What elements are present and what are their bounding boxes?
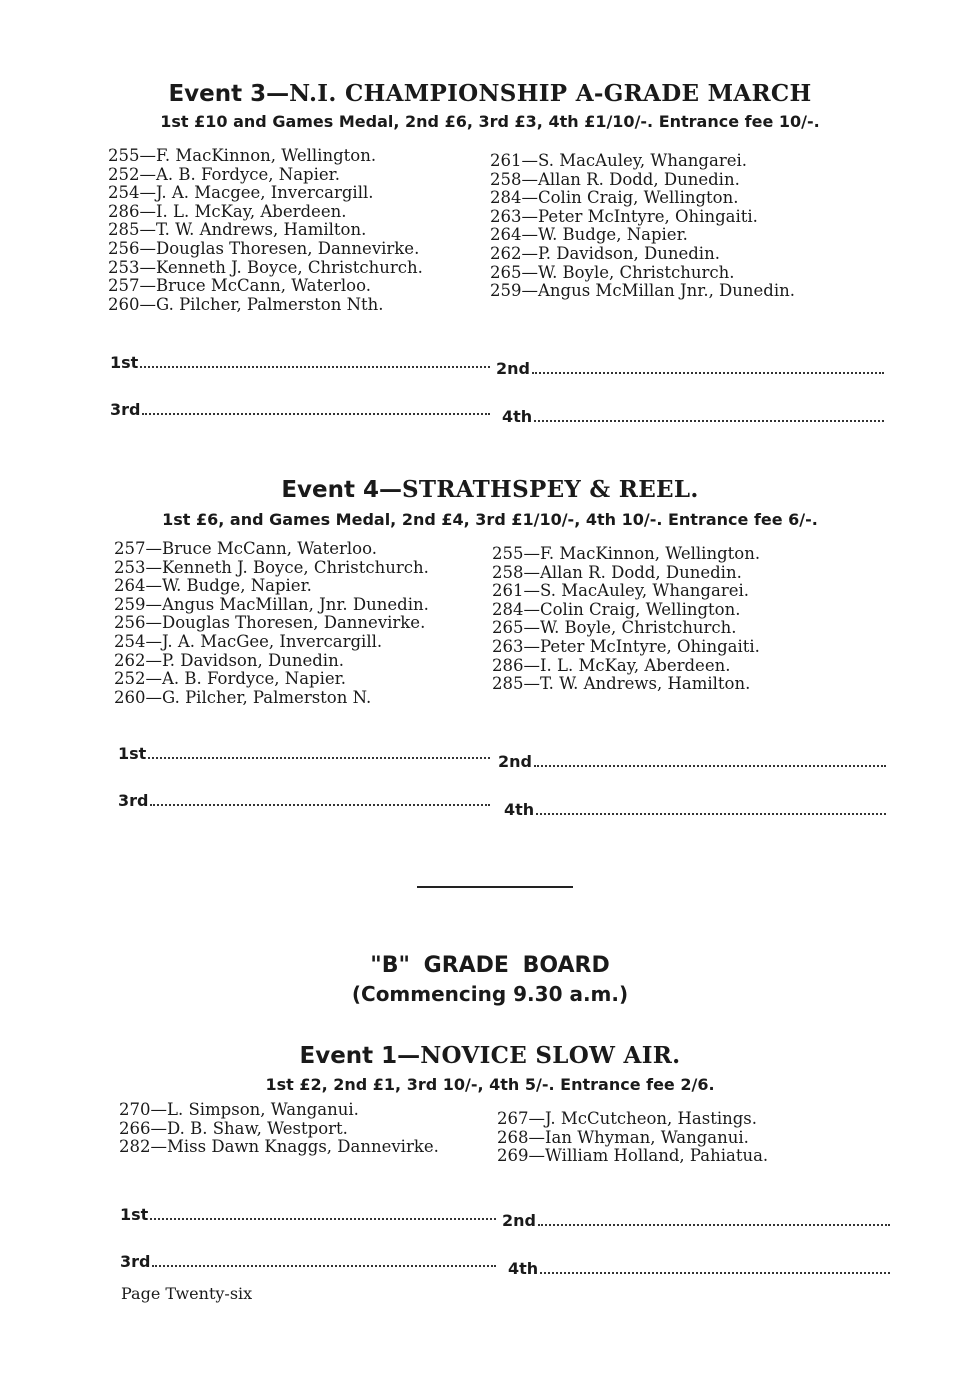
- entry: 253—Kenneth J. Boyce, Christchurch.: [108, 257, 423, 277]
- entry: 261—S. MacAuley, Whangarei.: [490, 151, 747, 170]
- entry: 285—T. W. Andrews, Hamilton.: [492, 674, 751, 694]
- entry: 256—Douglas Thoresen, Dannevirke.: [114, 613, 426, 633]
- entry: 262—P. Davidson, Dunedin.: [490, 243, 720, 263]
- event4-right-entries: [492, 545, 760, 694]
- fill-line: [140, 352, 490, 368]
- entry: 252—A. B. Fordyce, Napier.: [114, 669, 346, 689]
- entry: 259—Angus MacMillan, Jnr. Dunedin.: [114, 594, 429, 614]
- entry: 260—G. Pilcher, Palmerston N.: [114, 687, 372, 707]
- event1-title: [100, 1042, 880, 1069]
- place-label: 2nd: [496, 359, 530, 378]
- event3-prizes: 1st £10 and Games Medal, 2nd £6, 3rd £3, 4th £1/10/-. Entrance fee 10/-.: [160, 112, 820, 131]
- event4-fourth-place-line: [504, 799, 886, 819]
- fill-line: [534, 406, 884, 422]
- entry: 260—G. Pilcher, Palmerston Nth.: [108, 294, 384, 314]
- event4-left-entries: [114, 540, 429, 707]
- entry: 284—Colin Craig, Wellington.: [490, 188, 739, 208]
- event3-third-place-line: [110, 399, 490, 419]
- event3-second-place-line: [496, 358, 884, 378]
- entry: 266—D. B. Shaw, Westport.: [119, 1118, 348, 1138]
- place-label: 1st: [120, 1205, 149, 1224]
- fill-line: [534, 751, 886, 767]
- entry: 268—Ian Whyman, Wanganui.: [497, 1127, 749, 1147]
- fill-line: [536, 799, 886, 815]
- fill-line: [150, 1204, 496, 1220]
- place-label: 2nd: [498, 752, 532, 771]
- place-label: 4th: [504, 800, 535, 819]
- entry: 264—W. Budge, Napier.: [490, 225, 688, 245]
- event1-name: NOVICE SLOW AIR.: [420, 1042, 681, 1069]
- entry: 263—Peter McIntyre, Ohingaiti.: [490, 206, 758, 226]
- entry: 285—T. W. Andrews, Hamilton.: [108, 220, 367, 240]
- entry: 253—Kenneth J. Boyce, Christchurch.: [114, 557, 429, 577]
- event1-left-entries: [119, 1101, 439, 1157]
- entry: 284—Colin Craig, Wellington.: [492, 599, 741, 619]
- entry: 258—Allan R. Dodd, Dunedin.: [490, 169, 740, 189]
- place-label: 1st: [110, 353, 139, 372]
- entry: 255—F. MacKinnon, Wellington.: [492, 544, 761, 563]
- event1-label: Event 1—: [299, 1043, 421, 1069]
- entry: 262—P. Davidson, Dunedin.: [114, 650, 344, 670]
- entry: 252—A. B. Fordyce, Napier.: [108, 164, 340, 184]
- event4-third-place-line: [118, 790, 490, 810]
- entry: 267—J. McCutcheon, Hastings.: [497, 1109, 758, 1128]
- place-label: 3rd: [118, 791, 149, 810]
- entry: 265—W. Boyle, Christchurch.: [490, 262, 735, 282]
- place-label: 4th: [502, 407, 533, 426]
- fill-line: [148, 743, 490, 759]
- event1-right-entries: [497, 1110, 768, 1166]
- entry: 265—W. Boyle, Christchurch.: [492, 618, 737, 638]
- entry: 258—Allan R. Dodd, Dunedin.: [492, 562, 742, 582]
- event4-prizes: 1st £6, and Games Medal, 2nd £4, 3rd £1/10/-, 4th 10/-. Entrance fee 6/-.: [162, 510, 818, 529]
- entry: 254—J. A. Macgee, Invercargill.: [108, 183, 374, 203]
- entry: 264—W. Budge, Napier.: [114, 576, 312, 596]
- event1-second-place-line: [502, 1210, 890, 1230]
- place-label: 4th: [508, 1259, 539, 1278]
- event1-prizes: 1st £2, 2nd £1, 3rd 10/-, 4th 5/-. Entrance fee 2/6.: [265, 1075, 715, 1094]
- event3-fourth-place-line: [502, 406, 884, 426]
- event4-second-place-line: [498, 751, 886, 771]
- fill-line: [150, 790, 490, 806]
- board-subtitle: (Commencing 9.30 a.m.): [351, 982, 629, 1006]
- place-label: 3rd: [120, 1252, 151, 1271]
- event3-right-entries: [490, 152, 795, 301]
- event1-fourth-place-line: [508, 1258, 890, 1278]
- fill-line: [540, 1258, 890, 1274]
- entry: 254—J. A. MacGee, Invercargill.: [114, 631, 383, 651]
- entry: 259—Angus McMillan Jnr., Dunedin.: [490, 281, 796, 301]
- event1-first-place-line: [120, 1204, 496, 1224]
- event3-name: N.I. CHAMPIONSHIP A-GRADE MARCH: [289, 80, 812, 107]
- event4-first-place-line: [118, 743, 490, 763]
- entry: 282—Miss Dawn Knaggs, Dannevirke.: [119, 1137, 439, 1157]
- section-divider: [417, 886, 573, 888]
- entry: 261—S. MacAuley, Whangarei.: [492, 581, 749, 601]
- page-number: Page Twenty-six: [121, 1284, 253, 1303]
- event4-label: Event 4—: [281, 477, 402, 503]
- entry: 255—F. MacKinnon, Wellington.: [108, 146, 377, 165]
- event3-title: [100, 80, 880, 107]
- event4-name: STRATHSPEY & REEL.: [402, 476, 699, 503]
- place-label: 2nd: [502, 1211, 536, 1230]
- event3-first-place-line: [110, 352, 490, 372]
- entry: 286—I. L. McKay, Aberdeen.: [492, 655, 731, 675]
- entry: 270—L. Simpson, Wanganui.: [119, 1100, 359, 1119]
- fill-line: [152, 1251, 496, 1267]
- place-label: 1st: [118, 744, 147, 763]
- event1-third-place-line: [120, 1251, 496, 1271]
- event3-left-entries: [108, 147, 423, 314]
- entry: 256—Douglas Thoresen, Dannevirke.: [108, 238, 420, 258]
- fill-line: [538, 1210, 890, 1226]
- entry: 257—Bruce McCann, Waterloo.: [108, 276, 371, 296]
- event3-label: Event 3—: [168, 81, 290, 107]
- entry: 269—William Holland, Pahiatua.: [497, 1146, 769, 1166]
- entry: 286—I. L. McKay, Aberdeen.: [108, 201, 347, 221]
- board-title: "B" GRADE BOARD: [370, 953, 610, 978]
- place-label: 3rd: [110, 400, 141, 419]
- entry: 257—Bruce McCann, Waterloo.: [114, 539, 377, 558]
- entry: 263—Peter McIntyre, Ohingaiti.: [492, 636, 760, 656]
- fill-line: [142, 399, 490, 415]
- event4-title: [100, 476, 880, 503]
- fill-line: [532, 358, 884, 374]
